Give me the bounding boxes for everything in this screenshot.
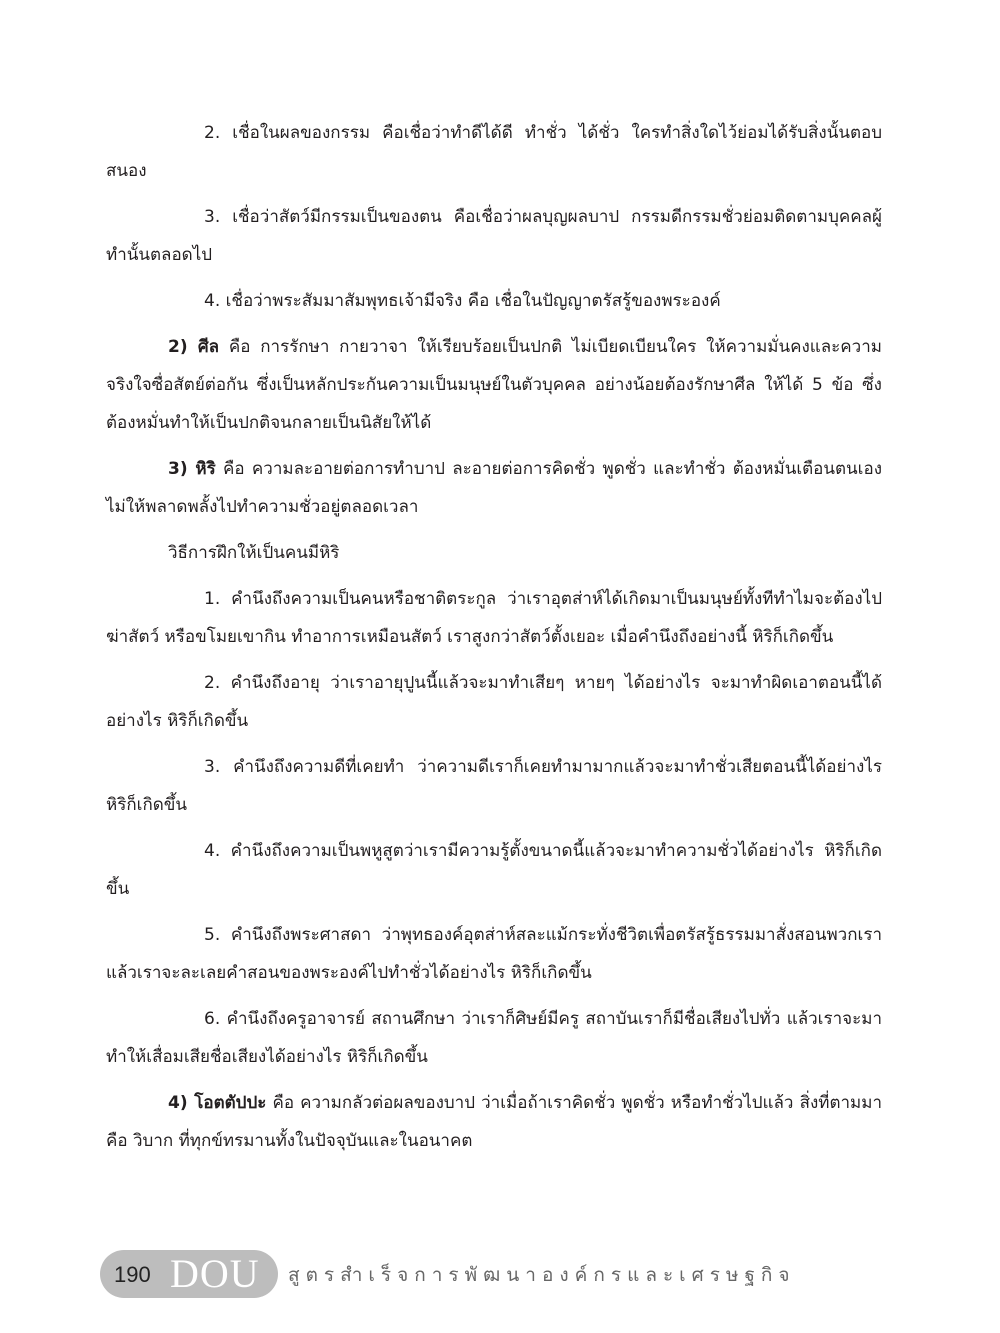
paragraph-text: 6. คำนึงถึงครูอาจารย์ สถานศึกษา ว่าเราก็ศิษย์มีครู สถาบันเราก็มีชื่อเสียงไปทั่ว แล้วเราจะมาทำให้เสื่อมเสียชื่อเสียงได้อย่างไร หิริก็เกิดขึ้น xyxy=(106,1009,882,1067)
paragraph xyxy=(106,832,882,908)
paragraph-text: วิธีการฝึกให้เป็นคนมีหิริ xyxy=(168,543,340,563)
paragraph-text: 4. เชื่อว่าพระสัมมาสัมพุทธเจ้ามีจริง คือ เชื่อในปัญญาตรัสรู้ของพระองค์ xyxy=(204,291,721,311)
paragraph xyxy=(106,1084,882,1160)
paragraph xyxy=(106,664,882,740)
paragraph-text: คือ ความละอายต่อการทำบาป ละอายต่อการคิดชั่ว พูดชั่ว และทำชั่ว ต้องหมั่นเตือนตนเองไม่ให้พลาดพลั้งไปทำความชั่วอยู่ตลอดเวลา xyxy=(106,459,882,517)
paragraph-lead: 3) หิริ xyxy=(168,459,216,479)
page-footer xyxy=(100,1250,900,1300)
paragraph xyxy=(106,282,882,320)
paragraph-lead: 2) ศีล xyxy=(168,337,220,357)
paragraph xyxy=(106,328,882,442)
paragraph xyxy=(106,1000,882,1076)
paragraph xyxy=(106,748,882,824)
page-body xyxy=(106,114,882,1160)
paragraph xyxy=(106,534,882,572)
paragraph-text: คือ ความกลัวต่อผลของบาป ว่าเมื่อถ้าเราคิดชั่ว พูดชั่ว หรือทำชั่วไปแล้ว สิ่งที่ตามมาคือ วิบาก ที่ทุกข์ทรมานทั้งในปัจจุบันและในอนาคต xyxy=(106,1093,882,1151)
paragraph-text: 2. คำนึงถึงอายุ ว่าเราอายุปูนนี้แล้วจะมาทำเสียๆ หายๆ ได้อย่างไร จะมาทำผิดเอาตอนนี้ได้อย่างไร หิริก็เกิดขึ้น xyxy=(106,673,882,731)
paragraph xyxy=(106,916,882,992)
paragraph xyxy=(106,580,882,656)
paragraph xyxy=(106,198,882,274)
paragraph-text: 3. เชื่อว่าสัตว์มีกรรมเป็นของตน คือเชื่อว่าผลบุญผลบาป กรรมดีกรรมชั่วย่อมติดตามบุคคลผู้ทำนั้นตลอดไป xyxy=(106,207,882,265)
brand-logo: DOU xyxy=(170,1251,260,1296)
page-number-badge xyxy=(100,1250,278,1298)
paragraph-text: 1. คำนึงถึงความเป็นคนหรือชาติตระกูล ว่าเราอุตส่าห์ได้เกิดมาเป็นมนุษย์ทั้งทีทำไมจะต้องไปฆ่าสัตว์ หรือขโมยเขากิน ทำอาการเหมือนสัตว์ เราสูงกว่าสัตว์ตั้งเยอะ เมื่อคำนึงถึงอย่างนี้ หิริก็เกิดขึ้น xyxy=(106,589,882,647)
paragraph xyxy=(106,114,882,190)
paragraph-text: 3. คำนึงถึงความดีที่เคยทำ ว่าความดีเราก็เคยทำมามากแล้วจะมาทำชั่วเสียตอนนี้ได้อย่างไร หิริก็เกิดขึ้น xyxy=(106,757,882,815)
paragraph-text: 4. คำนึงถึงความเป็นพหูสูตว่าเรามีความรู้ตั้งขนาดนี้แล้วจะมาทำความชั่วได้อย่างไร หิริก็เกิดขึ้น xyxy=(106,841,882,899)
paragraph xyxy=(106,450,882,526)
paragraph-text: คือ การรักษา กายวาจา ให้เรียบร้อยเป็นปกติ ไม่เบียดเบียนใคร ให้ความมั่นคงและความจริงใจซื่อสัตย์ต่อกัน ซึ่งเป็นหลักประกันความเป็นมนุษย์ในตัวบุคคล อย่างน้อยต้องรักษาศีล ให้ได้ 5 ข้อ ซึ่งต้องหมั่นทำให้เป็นปกติจนกลายเป็นนิสัยให้ได้ xyxy=(106,337,882,433)
paragraph-text: 2. เชื่อในผลของกรรม คือเชื่อว่าทำดีได้ดี ทำชั่ว ได้ชั่ว ใครทำสิ่งใดไว้ย่อมได้รับสิ่งนั้นตอบสนอง xyxy=(106,123,882,181)
page-number: 190 xyxy=(114,1262,151,1287)
paragraph-lead: 4) โอตตัปปะ xyxy=(168,1093,267,1113)
running-title: สูตรสำเร็จการพัฒนาองค์กรและเศรษฐกิจ xyxy=(288,1264,796,1286)
paragraph-text: 5. คำนึงถึงพระศาสดา ว่าพุทธองค์อุตส่าห์สละแม้กระทั่งชีวิตเพื่อตรัสรู้ธรรมมาสั่งสอนพวกเรา แล้วเราจะละเลยคำสอนของพระองค์ไปทำชั่วได้อย่างไร หิริก็เกิดขึ้น xyxy=(106,925,882,983)
